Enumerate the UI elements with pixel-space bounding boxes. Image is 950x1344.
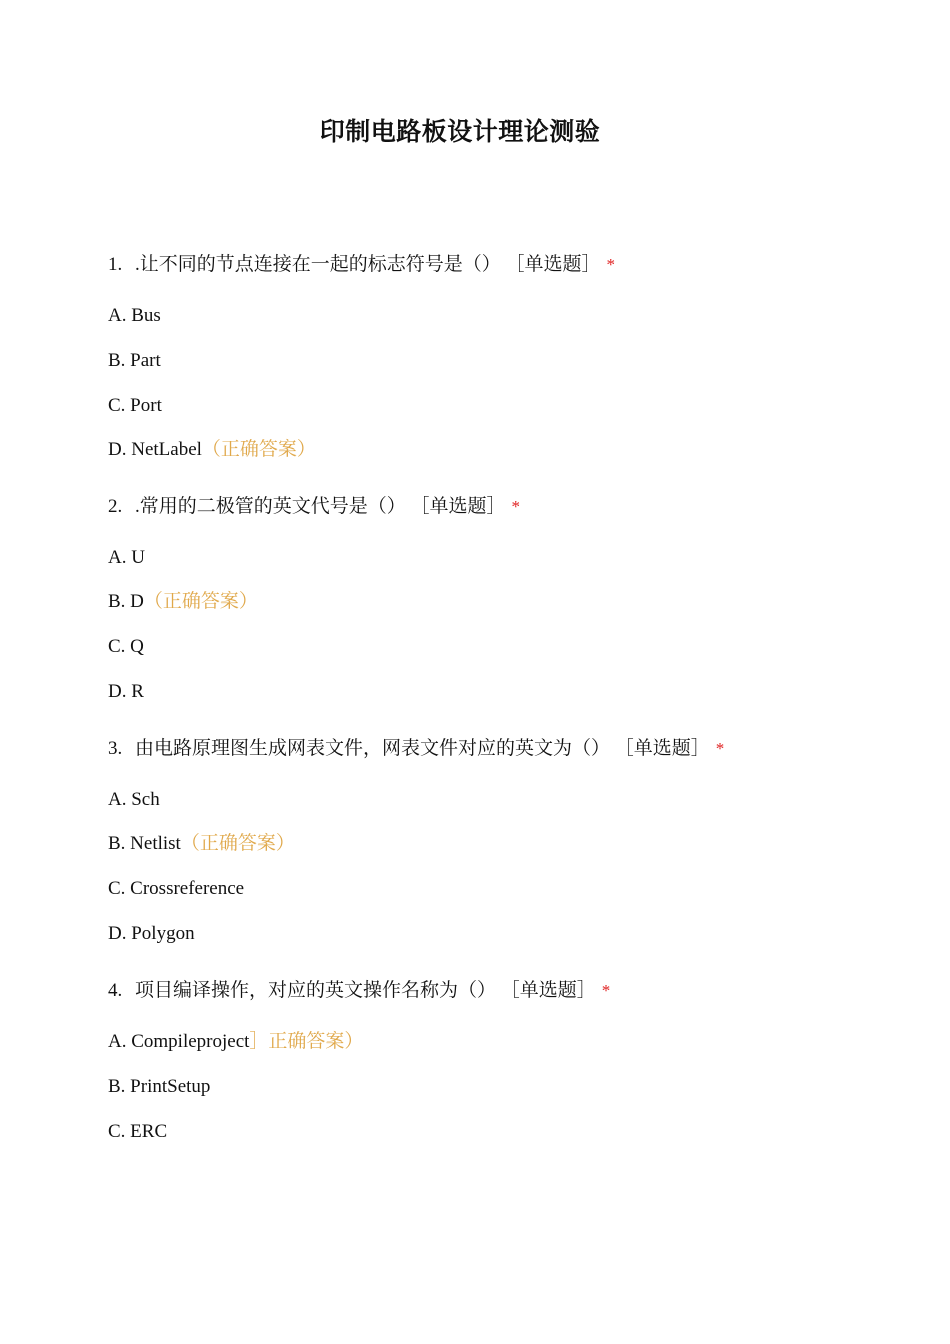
option-b[interactable]: [108, 589, 258, 615]
required-mark: *: [606, 255, 616, 274]
option-c[interactable]: [108, 634, 144, 660]
required-mark: *: [601, 981, 611, 1000]
answer-note: ］正确答案）: [249, 1031, 364, 1052]
question-text: .让不同的节点连接在一起的标志符号是（） ［单选题］: [135, 254, 601, 275]
option-a[interactable]: [108, 303, 161, 329]
option-label: A. Bus: [108, 305, 161, 326]
question-stem: [108, 736, 888, 762]
option-d[interactable]: [108, 921, 195, 947]
option-label: A. Compileproject: [108, 1031, 250, 1052]
option-c[interactable]: [108, 1119, 167, 1145]
question-3: [108, 736, 888, 944]
question-number: 2.: [108, 496, 123, 517]
question-text: .常用的二极管的英文代号是（） ［单选题］: [135, 496, 506, 517]
question-1: [108, 252, 888, 460]
question-stem: [108, 978, 888, 1004]
option-b[interactable]: [108, 831, 295, 857]
option-label: B. Netlist: [108, 833, 181, 854]
question-text: 由电路原理图生成网表文件，网表文件对应的英文为（） ［单选题］: [135, 738, 710, 759]
answer-note: （正确答案）: [201, 439, 316, 460]
question-4: [108, 978, 888, 1142]
question-text: 项目编译操作，对应的英文操作名称为（） ［单选题］: [135, 980, 596, 1001]
option-label: B. PrintSetup: [108, 1076, 211, 1097]
option-label: D. Polygon: [108, 923, 195, 944]
option-a[interactable]: [108, 787, 160, 813]
option-label: C. Crossreference: [108, 878, 245, 899]
option-b[interactable]: [108, 1074, 210, 1100]
option-a[interactable]: [108, 1029, 363, 1055]
option-label: B. Part: [108, 350, 161, 371]
option-label: D. R: [108, 681, 144, 702]
required-mark: *: [511, 497, 521, 516]
question-2: [108, 494, 888, 702]
option-label: C. Q: [108, 636, 144, 657]
option-label: C. Port: [108, 395, 162, 416]
required-mark: *: [715, 739, 725, 758]
question-stem: [108, 252, 888, 278]
question-number: 4.: [108, 980, 123, 1001]
page-title: 印制电路板设计理论测验: [319, 117, 601, 146]
question-number: 1.: [108, 254, 123, 275]
option-c[interactable]: [108, 393, 162, 419]
option-d[interactable]: [108, 679, 144, 705]
question-stem: [108, 494, 888, 520]
option-d[interactable]: [108, 437, 316, 463]
option-label: D. NetLabel: [108, 439, 202, 460]
option-c[interactable]: [108, 876, 244, 902]
option-b[interactable]: [108, 348, 161, 374]
option-label: A. Sch: [108, 789, 160, 810]
option-label: B. D: [108, 591, 144, 612]
answer-note: （正确答案）: [180, 833, 295, 854]
option-label: C. ERC: [108, 1121, 168, 1142]
option-a[interactable]: [108, 545, 145, 571]
option-label: A. U: [108, 547, 145, 568]
question-number: 3.: [108, 738, 123, 759]
answer-note: （正确答案）: [143, 591, 258, 612]
